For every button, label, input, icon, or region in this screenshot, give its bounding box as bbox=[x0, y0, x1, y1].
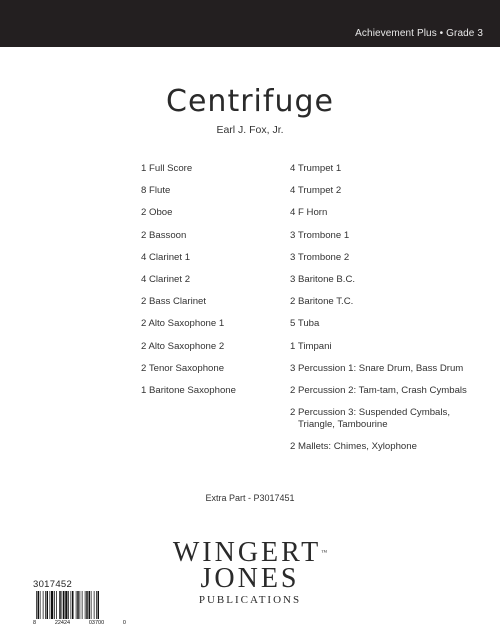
barcode-bar bbox=[68, 591, 69, 619]
barcode-bar bbox=[38, 591, 40, 619]
barcode-bar bbox=[65, 591, 67, 619]
list-item: 4 Clarinet 2 bbox=[141, 273, 191, 285]
catalog-number: 3017452 bbox=[33, 579, 73, 590]
barcode-bar bbox=[77, 591, 79, 619]
list-item-line: 2 Percussion 3: Suspended Cymbals, bbox=[290, 407, 450, 419]
list-item: 1 Baritone Saxophone bbox=[141, 384, 236, 396]
publisher-subtitle: PUBLICATIONS bbox=[198, 594, 302, 606]
list-item-multiline bbox=[290, 407, 467, 441]
list-item: 2 Tenor Saxophone bbox=[141, 362, 225, 374]
barcode-digit-group: 22424 bbox=[54, 620, 71, 626]
list-item: 4 Trumpet 1 bbox=[290, 163, 342, 174]
barcode-bar bbox=[56, 591, 57, 619]
series-label: Achievement Plus • Grade 3 bbox=[355, 28, 483, 39]
barcode-bar bbox=[96, 591, 97, 619]
barcode-bar bbox=[45, 591, 46, 619]
barcode-bar bbox=[89, 591, 91, 619]
list-item: 2 Bass Clarinet bbox=[141, 296, 207, 308]
barcode-bar bbox=[62, 591, 63, 619]
barcode-bar bbox=[71, 591, 72, 619]
instrumentation-list-right bbox=[290, 163, 467, 463]
barcode-bar bbox=[50, 591, 51, 619]
list-item: 3 Trombone 1 bbox=[290, 229, 350, 241]
barcode-bar bbox=[54, 591, 55, 619]
barcode bbox=[33, 591, 126, 627]
barcode-bar bbox=[91, 591, 92, 619]
list-item: 4 Clarinet 1 bbox=[141, 251, 191, 263]
extra-part-note: Extra Part - P3017451 bbox=[205, 493, 295, 503]
score-title: Centrifuge bbox=[166, 84, 334, 119]
barcode-bar bbox=[86, 591, 88, 619]
list-item: 2 Oboe bbox=[141, 207, 173, 219]
list-item-line: Triangle, Tambourine bbox=[298, 419, 388, 431]
list-item: 4 F Horn bbox=[290, 207, 328, 219]
barcode-bar bbox=[98, 591, 100, 619]
list-item: 1 Full Score bbox=[141, 163, 193, 174]
list-item: 8 Flute bbox=[141, 185, 171, 197]
barcode-bar bbox=[43, 591, 44, 619]
barcode-digit-group: 0 bbox=[122, 620, 126, 626]
barcode-bar bbox=[59, 591, 61, 619]
barcode-bar bbox=[40, 591, 41, 619]
barcode-bar bbox=[76, 591, 77, 619]
composer-name: Earl J. Fox, Jr. bbox=[216, 124, 284, 136]
list-item: 3 Trombone 2 bbox=[290, 251, 350, 263]
trademark-symbol: ™ bbox=[321, 550, 328, 556]
barcode-bar bbox=[47, 591, 49, 619]
list-item: 2 Percussion 2: Tam-tam, Crash Cymbals bbox=[290, 384, 467, 396]
list-item: 4 Trumpet 2 bbox=[290, 185, 342, 197]
barcode-bar bbox=[85, 591, 86, 619]
barcode-bar bbox=[80, 591, 81, 619]
barcode-bar bbox=[36, 591, 37, 619]
list-item: 3 Percussion 1: Snare Drum, Bass Drum bbox=[290, 362, 464, 374]
barcode-bar bbox=[82, 591, 83, 619]
list-item: 1 Timpani bbox=[290, 340, 332, 352]
publisher-word: WINGERT bbox=[172, 537, 322, 568]
instrumentation-list-left bbox=[141, 163, 236, 407]
publisher-name-line2: JONES bbox=[200, 563, 300, 594]
barcode-digit-group: 03700 bbox=[88, 620, 105, 626]
barcode-bar bbox=[63, 591, 65, 619]
header-bar bbox=[0, 0, 500, 47]
barcode-graphic bbox=[33, 591, 126, 621]
list-item: 2 Alto Saxophone 1 bbox=[141, 318, 225, 330]
barcode-bar bbox=[94, 591, 95, 619]
list-item: 2 Baritone T.C. bbox=[290, 296, 354, 308]
list-item: 5 Tuba bbox=[290, 318, 320, 330]
barcode-bar bbox=[51, 591, 53, 619]
list-item: 3 Baritone B.C. bbox=[290, 273, 356, 285]
barcode-digits bbox=[33, 620, 126, 626]
barcode-bar bbox=[72, 591, 74, 619]
list-item: 2 Alto Saxophone 2 bbox=[141, 340, 225, 352]
list-item: 2 Bassoon bbox=[141, 229, 187, 241]
barcode-digit-group: 8 bbox=[33, 620, 37, 626]
list-item: 2 Mallets: Chimes, Xylophone bbox=[290, 441, 417, 453]
